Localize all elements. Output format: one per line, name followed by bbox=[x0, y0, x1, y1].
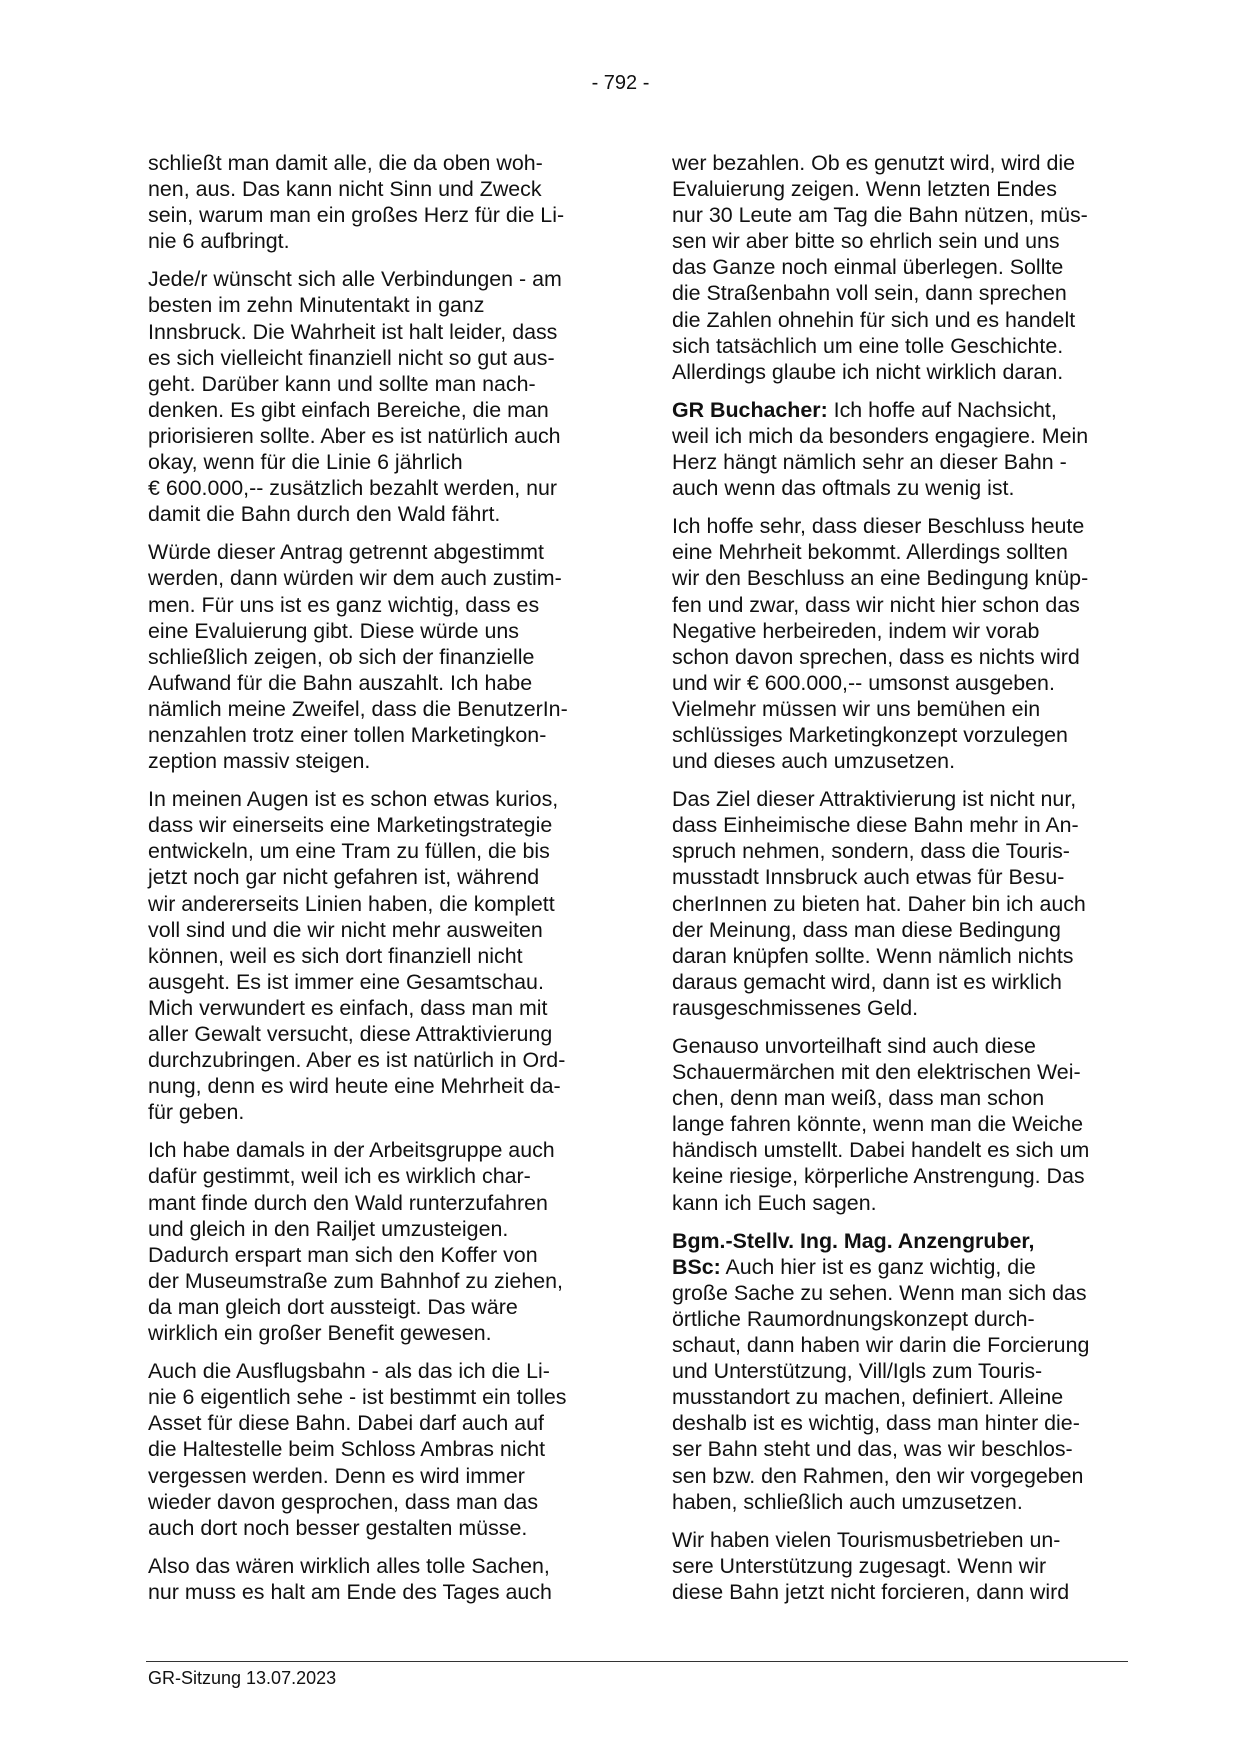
text-line: diese Bahn jetzt nicht forcieren, dann wird bbox=[672, 1579, 1070, 1604]
text-line: schließt man damit alle, die da oben woh- bbox=[148, 151, 543, 175]
text-line: € 600.000,-- zusätzlich bezahlt werden, nur bbox=[148, 476, 558, 501]
text-line bbox=[672, 1254, 1127, 1280]
text-line: die Haltestelle beim Schloss Ambras nicht bbox=[148, 1437, 546, 1462]
text-line: dass Einheimische diese Bahn mehr in An- bbox=[672, 813, 1079, 838]
text-line: nung, denn es wird heute eine Mehrheit da- bbox=[148, 1074, 561, 1099]
text-line: ser Bahn steht und das, was wir beschlos- bbox=[672, 1437, 1073, 1462]
text-line: Vielmehr müssen wir uns bemühen ein bbox=[672, 696, 1041, 721]
text-line: sich tatsächlich um eine tolle Geschichte. bbox=[672, 333, 1064, 358]
paragraph bbox=[672, 786, 1127, 1021]
text-line: Genauso unvorteilhaft sind auch diese bbox=[672, 1034, 1036, 1058]
text-line: keine riesige, körperliche Anstrengung. Das bbox=[672, 1164, 1085, 1189]
text-line: denken. Es gibt einfach Bereiche, die man bbox=[148, 397, 549, 422]
text-line: da man gleich dort aussteigt. Das wäre bbox=[148, 1294, 518, 1319]
paragraph bbox=[148, 1553, 603, 1605]
paragraph bbox=[148, 1137, 603, 1346]
text-line: und wir € 600.000,-- umsonst ausgeben. bbox=[672, 670, 1055, 695]
text-line: schließlich zeigen, ob sich der finanzielle bbox=[148, 644, 535, 669]
text-line: und gleich in den Railjet umzusteigen. bbox=[148, 1216, 509, 1241]
paragraph bbox=[672, 150, 1127, 385]
text-line: schon davon sprechen, dass es nichts wird bbox=[672, 644, 1080, 669]
text-line: es sich vielleicht finanziell nicht so gut aus- bbox=[148, 345, 555, 370]
text-line: händisch umstellt. Dabei handelt es sich um bbox=[672, 1138, 1090, 1163]
text-line: mant finde durch den Wald runterzufahren bbox=[148, 1190, 548, 1215]
paragraph bbox=[148, 266, 603, 527]
text-line: wir andererseits Linien haben, die komplett bbox=[148, 891, 555, 916]
text-line: damit die Bahn durch den Wald fährt. bbox=[148, 502, 501, 527]
text-line: musstadt Innsbruck auch etwas für Besu- bbox=[672, 865, 1065, 890]
text-line: nur muss es halt am Ende des Tages auch bbox=[148, 1579, 552, 1604]
text-line: jetzt noch gar nicht gefahren ist, während bbox=[148, 865, 540, 890]
text-line: Innsbruck. Die Wahrheit ist halt leider, dass bbox=[148, 319, 558, 344]
text-line: für geben. bbox=[148, 1100, 245, 1125]
text-line: daraus gemacht wird, dann ist es wirklich bbox=[672, 969, 1062, 994]
text-line: dafür gestimmt, weil ich es wirklich char- bbox=[148, 1164, 531, 1189]
text-line: lange fahren könnte, wenn man die Weiche bbox=[672, 1112, 1084, 1137]
statement-text: Ich hoffe auf Nachsicht, bbox=[827, 397, 1057, 422]
text-line: Herz hängt nämlich sehr an dieser Bahn - bbox=[672, 450, 1067, 475]
text-line: wer bezahlen. Ob es genutzt wird, wird die bbox=[672, 151, 1076, 175]
text-line: rausgeschmissenes Geld. bbox=[672, 995, 919, 1020]
text-line: schlüssiges Marketingkonzept vorzulegen bbox=[672, 722, 1068, 747]
text-line: Wir haben vielen Tourismusbetrieben un- bbox=[672, 1527, 1061, 1552]
text-line: besten im zehn Minutentakt in ganz bbox=[148, 293, 485, 318]
text-line: weil ich mich da besonders engagiere. Mein bbox=[672, 423, 1089, 448]
text-line: men. Für uns ist es ganz wichtig, dass es bbox=[148, 592, 540, 617]
text-line: aller Gewalt versucht, diese Attraktivierung bbox=[148, 1022, 553, 1046]
footer-divider bbox=[146, 1661, 1128, 1662]
text-line: wir den Beschluss an eine Bedingung knüp- bbox=[672, 566, 1089, 591]
text-line: nenzahlen trotz einer tollen Marketingkon- bbox=[148, 722, 547, 747]
text-line: die Zahlen ohnehin für sich und es handelt bbox=[672, 307, 1076, 332]
text-line: die Straßenbahn voll sein, dann sprechen bbox=[672, 281, 1067, 306]
text-line: dass wir einerseits eine Marketingstrategie bbox=[148, 813, 553, 838]
paragraph bbox=[672, 1527, 1127, 1605]
text-line: Negative herbeireden, indem wir vorab bbox=[672, 618, 1040, 643]
text-line: der Museumstraße zum Bahnhof zu ziehen, bbox=[148, 1268, 563, 1293]
text-line: nie 6 eigentlich sehe - ist bestimmt ein tolles bbox=[148, 1385, 567, 1410]
text-line: zeption massiv steigen. bbox=[148, 749, 371, 774]
footer-session-date: GR-Sitzung 13.07.2023 bbox=[148, 1668, 337, 1688]
text-line: Allerdings glaube ich nicht wirklich daran. bbox=[672, 359, 1064, 384]
text-line: auch wenn das oftmals zu wenig ist. bbox=[672, 476, 1015, 501]
paragraph bbox=[672, 1033, 1127, 1216]
text-line: Das Ziel dieser Attraktivierung ist nicht nur, bbox=[672, 787, 1077, 812]
text-line: nen, aus. Das kann nicht Sinn und Zweck bbox=[148, 177, 542, 202]
text-line: fen und zwar, dass wir nicht hier schon das bbox=[672, 592, 1080, 617]
right-column bbox=[672, 150, 1127, 1617]
text-line: Jede/r wünscht sich alle Verbindungen - am bbox=[148, 267, 562, 292]
text-line: durchzubringen. Aber es ist natürlich in Ord- bbox=[148, 1048, 566, 1073]
text-line: das Ganze noch einmal überlegen. Sollte bbox=[672, 255, 1064, 280]
paragraph bbox=[148, 786, 603, 1125]
text-line: und dieses auch umzusetzen. bbox=[672, 749, 956, 774]
text-line bbox=[672, 397, 1127, 423]
paragraph bbox=[672, 1228, 1127, 1515]
text-line: Dadurch erspart man sich den Koffer von bbox=[148, 1242, 538, 1267]
text-line: auch dort noch besser gestalten müsse. bbox=[148, 1515, 528, 1540]
paragraph bbox=[672, 397, 1127, 501]
text-line: Aufwand für die Bahn auszahlt. Ich habe bbox=[148, 670, 533, 695]
text-line: chen, denn man weiß, dass man schon bbox=[672, 1086, 1045, 1111]
text-line: schaut, dann haben wir darin die Forcierung bbox=[672, 1333, 1090, 1358]
text-line: Also das wären wirklich alles tolle Sachen, bbox=[148, 1553, 550, 1578]
text-line: nur 30 Leute am Tag die Bahn nützen, müs- bbox=[672, 203, 1088, 228]
text-line: entwickeln, um eine Tram zu füllen, die bis bbox=[148, 839, 550, 864]
speaker-name: GR Buchacher: bbox=[672, 397, 828, 422]
paragraph bbox=[148, 539, 603, 774]
text-line: sen wir aber bitte so ehrlich sein und uns bbox=[672, 229, 1060, 254]
text-line: große Sache zu sehen. Wenn man sich das bbox=[672, 1280, 1087, 1305]
speaker-name: BSc: bbox=[672, 1254, 721, 1279]
left-column bbox=[148, 150, 603, 1617]
text-line: eine Mehrheit bekommt. Allerdings sollten bbox=[672, 540, 1068, 565]
text-line: können, weil es sich dort finanziell nicht bbox=[148, 943, 523, 968]
page-number: - 792 - bbox=[591, 72, 650, 94]
text-line: Ich hoffe sehr, dass dieser Beschluss heute bbox=[672, 514, 1085, 539]
text-line: sere Unterstützung zugesagt. Wenn wir bbox=[672, 1553, 1047, 1578]
statement-text: Auch hier ist es ganz wichtig, die bbox=[720, 1254, 1036, 1279]
text-line: musstandort zu machen, definiert. Alleine bbox=[672, 1385, 1064, 1410]
text-line: voll sind und die wir nicht mehr ausweiten bbox=[148, 917, 543, 942]
text-line: spruch nehmen, sondern, dass die Touris- bbox=[672, 839, 1070, 864]
text-line: cherInnen zu bieten hat. Daher bin ich auch bbox=[672, 891, 1086, 916]
text-line: daran knüpfen sollte. Wenn nämlich nichts bbox=[672, 943, 1074, 968]
text-line: eine Evaluierung gibt. Diese würde uns bbox=[148, 618, 519, 643]
text-line: wieder davon gesprochen, dass man das bbox=[148, 1489, 539, 1514]
text-line: kann ich Euch sagen. bbox=[672, 1190, 877, 1215]
text-line: Auch die Ausflugsbahn - als das ich die Li- bbox=[148, 1359, 550, 1384]
text-line: Mich verwundert es einfach, dass man mit bbox=[148, 995, 548, 1020]
text-line: Ich habe damals in der Arbeitsgruppe auch bbox=[148, 1138, 555, 1163]
text-line: werden, dann würden wir dem auch zustim- bbox=[148, 566, 562, 591]
text-line: Schauermärchen mit den elektrischen Wei- bbox=[672, 1060, 1081, 1085]
text-line: Würde dieser Antrag getrennt abgestimmt bbox=[148, 540, 544, 565]
text-line: nämlich meine Zweifel, dass die BenutzerIn- bbox=[148, 696, 568, 721]
text-line: der Meinung, dass man diese Bedingung bbox=[672, 917, 1061, 942]
text-line: ausgeht. Es ist immer eine Gesamtschau. bbox=[148, 969, 544, 994]
paragraph bbox=[672, 513, 1127, 774]
text-line: Asset für diese Bahn. Dabei darf auch auf bbox=[148, 1411, 544, 1436]
text-line: deshalb ist es wichtig, dass man hinter die- bbox=[672, 1411, 1080, 1436]
text-line: sein, warum man ein großes Herz für die Li- bbox=[148, 203, 565, 228]
text-line: priorisieren sollte. Aber es ist natürlich auch bbox=[148, 423, 561, 448]
text-line: In meinen Augen ist es schon etwas kurios, bbox=[148, 787, 559, 812]
paragraph bbox=[148, 1358, 603, 1541]
text-line: nie 6 aufbringt. bbox=[148, 229, 290, 254]
text-line: und Unterstützung, Vill/Igls zum Touris- bbox=[672, 1359, 1043, 1384]
text-line: Evaluierung zeigen. Wenn letzten Endes bbox=[672, 177, 1057, 202]
paragraph bbox=[148, 150, 603, 254]
text-line: vergessen werden. Denn es wird immer bbox=[148, 1463, 525, 1488]
text-line: geht. Darüber kann und sollte man nach- bbox=[148, 371, 536, 396]
text-line: okay, wenn für die Linie 6 jährlich bbox=[148, 450, 463, 475]
text-line: wirklich ein großer Benefit gewesen. bbox=[148, 1321, 492, 1346]
text-line: haben, schließlich auch umzusetzen. bbox=[672, 1489, 1023, 1514]
text-line: örtliche Raumordnungskonzept durch- bbox=[672, 1306, 1035, 1331]
speaker-name: Bgm.-Stellv. Ing. Mag. Anzengruber, bbox=[672, 1228, 1035, 1253]
text-line: sen bzw. den Rahmen, den wir vorgegeben bbox=[672, 1463, 1084, 1488]
